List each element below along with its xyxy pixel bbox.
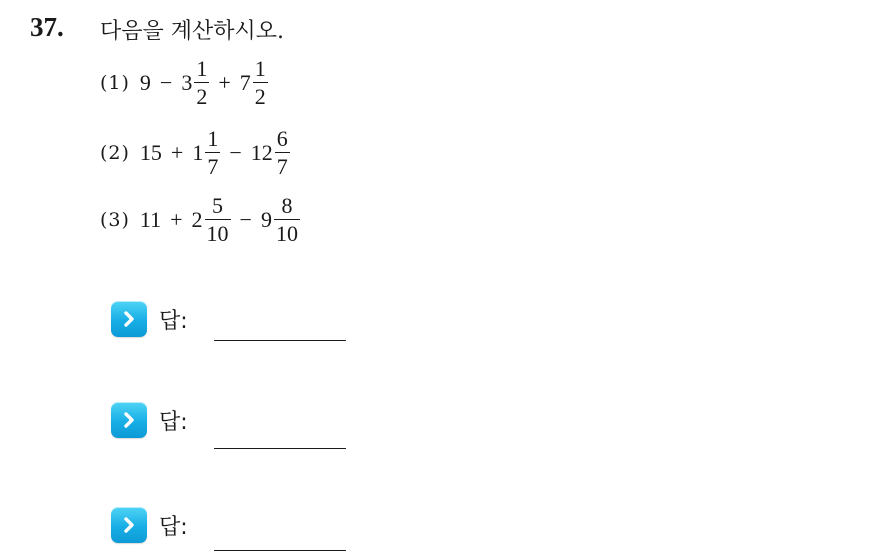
answer-label: 답: xyxy=(159,308,188,334)
whole-number: 12 xyxy=(250,140,273,165)
answer-row-1 xyxy=(111,299,188,339)
operator: + xyxy=(170,207,183,232)
answer-label: 답: xyxy=(159,409,188,435)
question-number: 37. xyxy=(30,12,64,42)
fraction xyxy=(253,58,268,108)
operator: − xyxy=(229,140,242,165)
problem-2 xyxy=(100,125,291,181)
whole-number: 15 xyxy=(139,140,162,165)
fraction xyxy=(194,58,209,108)
fraction xyxy=(205,128,220,178)
answer-label: 답: xyxy=(159,514,188,540)
whole-number: 7 xyxy=(239,70,251,95)
operator: + xyxy=(170,140,184,165)
problem-label: (3) xyxy=(100,209,130,231)
denominator: 7 xyxy=(207,154,219,179)
fraction xyxy=(274,195,300,245)
operator: − xyxy=(239,207,252,232)
answer-blank-3[interactable] xyxy=(214,550,346,551)
denominator: 10 xyxy=(275,221,298,246)
problem-1 xyxy=(100,55,269,111)
problem-label: (2) xyxy=(100,142,130,164)
chevron-right-icon xyxy=(111,301,147,337)
numerator: 1 xyxy=(196,56,208,81)
numerator: 5 xyxy=(212,193,224,218)
answer-row-3 xyxy=(111,505,188,545)
answer-blank-2[interactable] xyxy=(214,448,346,449)
denominator: 2 xyxy=(196,84,208,109)
whole-number: 3 xyxy=(181,70,193,95)
question-instruction: 다음을 계산하시오. xyxy=(100,19,285,44)
problem-label: (1) xyxy=(100,72,130,94)
operator: − xyxy=(159,70,173,95)
numerator: 1 xyxy=(207,126,219,151)
fraction xyxy=(275,128,290,178)
numerator: 6 xyxy=(276,126,288,151)
whole-number: 2 xyxy=(191,207,203,232)
answer-row-2 xyxy=(111,400,188,440)
chevron-right-icon xyxy=(111,507,147,543)
answer-blank-1[interactable] xyxy=(214,340,346,341)
chevron-right-icon xyxy=(111,402,147,438)
operator: + xyxy=(218,70,231,95)
denominator: 7 xyxy=(276,154,288,179)
problem-3 xyxy=(100,192,301,248)
whole-number: 9 xyxy=(139,70,151,95)
whole-number: 11 xyxy=(139,207,162,232)
denominator: 2 xyxy=(254,84,266,109)
numerator: 8 xyxy=(281,193,293,218)
numerator: 1 xyxy=(254,56,266,81)
denominator: 10 xyxy=(206,221,229,246)
whole-number: 1 xyxy=(192,140,204,165)
fraction xyxy=(205,195,231,245)
whole-number: 9 xyxy=(260,207,272,232)
